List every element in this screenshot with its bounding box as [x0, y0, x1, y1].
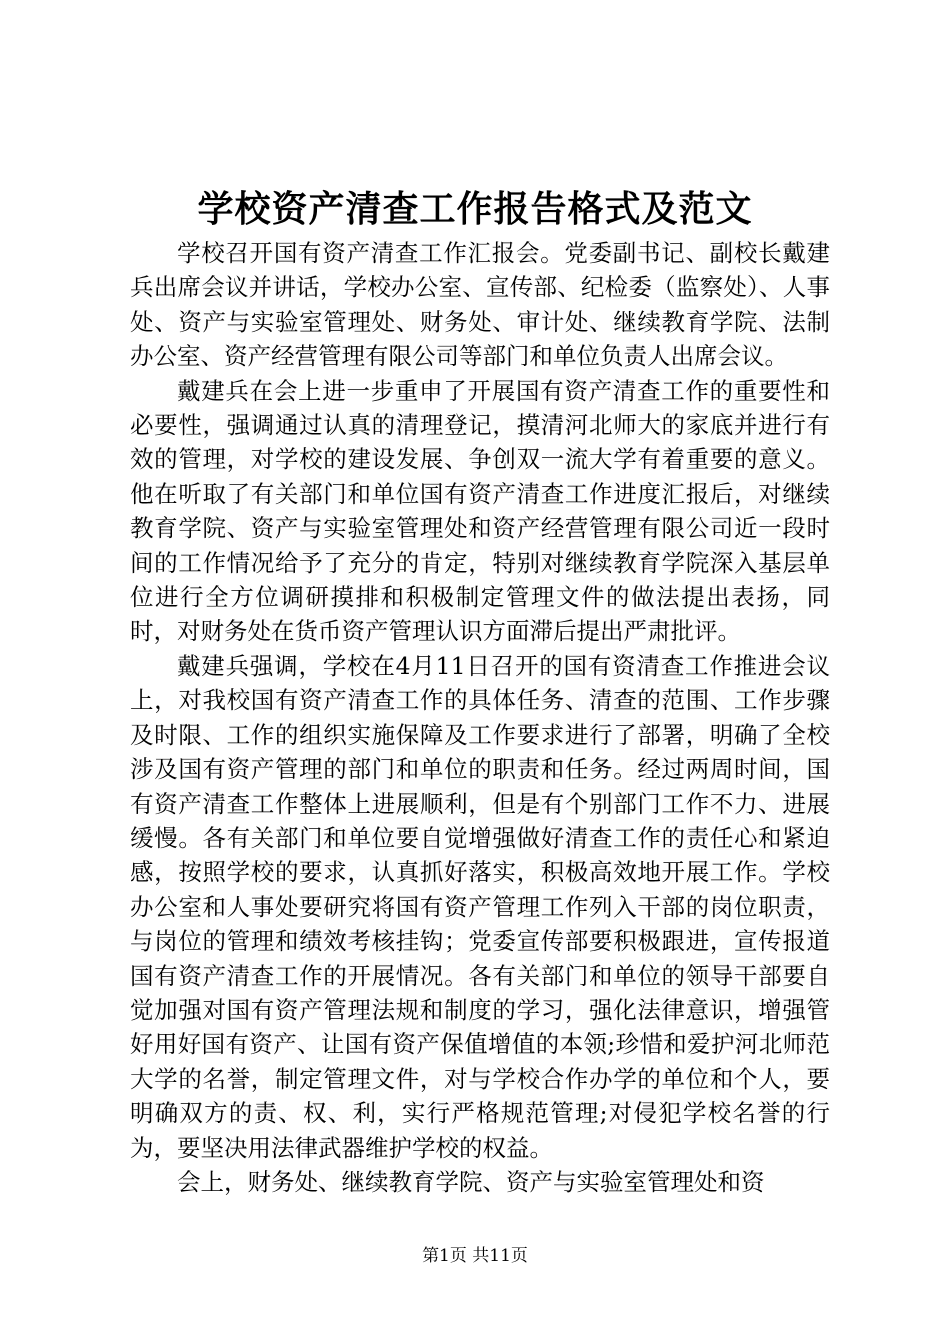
document-body	[130, 236, 830, 1199]
body-paragraph: 会上，财务处、继续教育学院、资产与实验室管理处和资	[177, 1167, 765, 1196]
page-number-footer: 第1页 共11页	[422, 1246, 528, 1266]
document-title: 学校资产清查工作报告格式及范文	[197, 188, 753, 230]
body-paragraph: 学校召开国有资产清查工作汇报会。党委副书记、副校长戴建兵出席会议并讲话，学校办公室、宣传部、纪检委（监察处）、人事处、资产与实验室管理处、财务处、审计处、继续教育学院、法制办公室、资产经营管理有限公司等部门和单位负责人出席会议。	[130, 239, 830, 371]
body-paragraph: 戴建兵在会上进一步重申了开展国有资产清查工作的重要性和必要性，强调通过认真的清理登记，摸清河北师大的家底并进行有效的管理，对学校的建设发展、争创双一流大学有着重要的意义。他在听取了有关部门和单位国有资产清查工作进度汇报后，对继续教育学院、资产与实验室管理处和资产经营管理有限公司近一段时间的工作情况给予了充分的肯定，特别对继续教育学院深入基层单位进行全方位调研摸排和积极制定管理文件的做法提出表扬，同时，对财务处在货币资产管理认识方面滞后提出严肃批评。	[130, 376, 830, 646]
body-paragraph: 戴建兵强调，学校在4月11日召开的国有资清查工作推进会议上，对我校国有资产清查工作的具体任务、清查的范围、工作步骤及时限、工作的组织实施保障及工作要求进行了部署，明确了全校涉及国有资产管理的部门和单位的职责和任务。经过两周时间，国有资产清查工作整体上进展顺利，但是有个别部门工作不力、进展缓慢。各有关部门和单位要自觉增强做好清查工作的责任心和紧迫感，按照学校的要求，认真抓好落实，积极高效地开展工作。学校办公室和人事处要研究将国有资产管理工作列入干部的岗位职责，与岗位的管理和绩效考核挂钩；党委宣传部要积极跟进，宣传报道国有资产清查工作的开展情况。各有关部门和单位的领导干部要自觉加强对国有资产管理法规和制度的学习，强化法律意识，增强管好用好国有资产、让国有资产保值增值的本领;珍惜和爱护河北师范大学的名誉，制定管理文件，对与学校合作办学的单位和个人，要明确双方的责、权、利，实行严格规范管理;对侵犯学校名誉的行为，要坚决用法律武器维护学校的权益。	[130, 651, 830, 1162]
